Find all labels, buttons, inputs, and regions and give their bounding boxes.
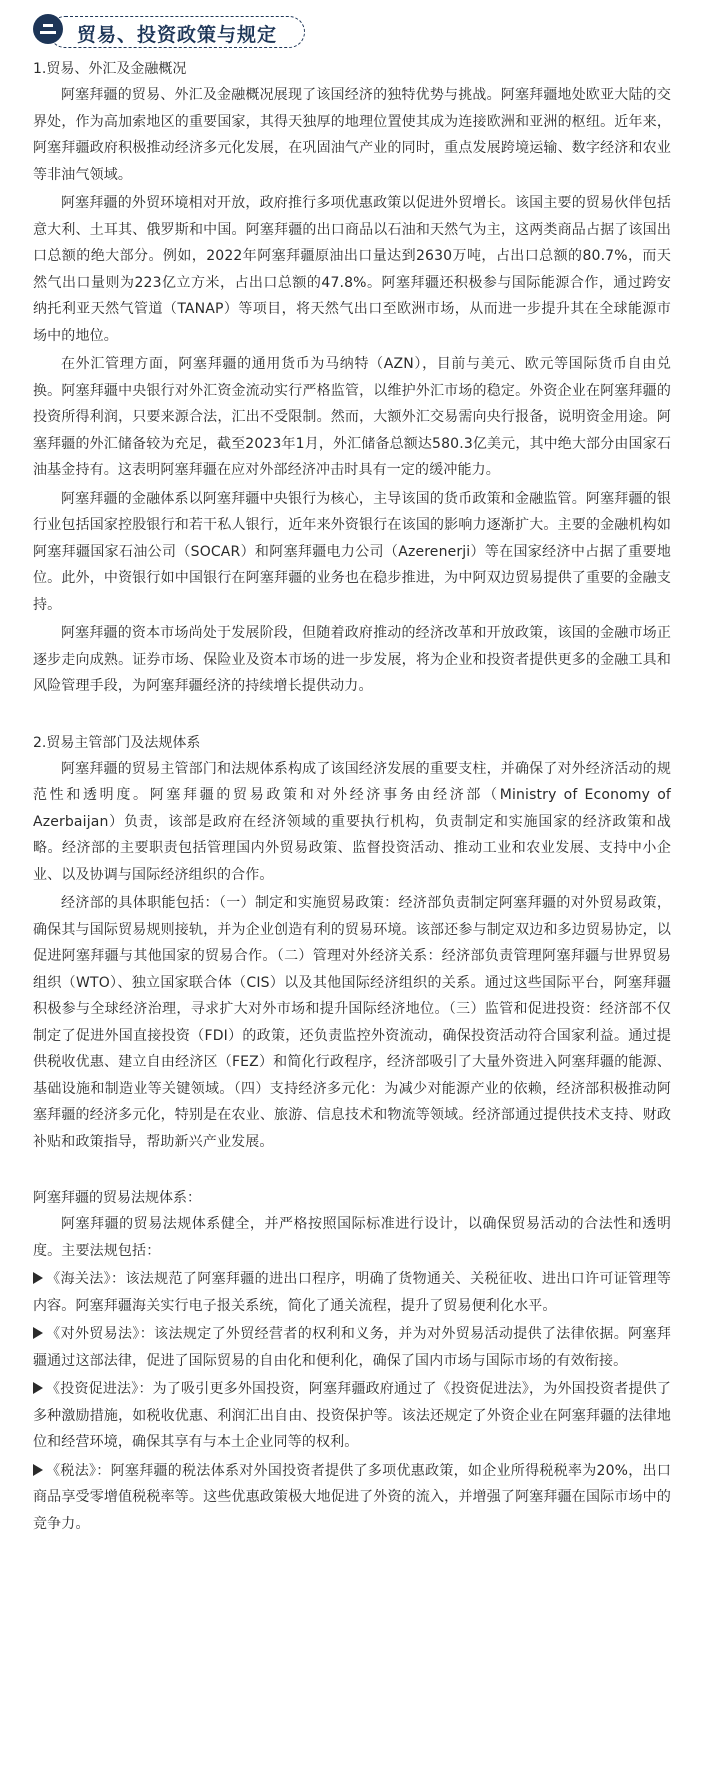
section-heading-1: 1.贸易、外汇及金融概况 <box>33 61 187 77</box>
section-header <box>33 12 671 50</box>
paragraph: 阿塞拜疆的贸易、外汇及金融概况展现了该国经济的独特优势与挑战。阿塞拜疆地处欧亚大陆的交界处，作为高加索地区的重要国家，其得天独厚的地理位置使其成为连接欧洲和亚洲的枢纽。近年来，阿塞拜疆政府积极推动经济多元化发展，在巩固油气产业的同时，重点发展跨境运输、数字经济和农业等非油气领域。 <box>33 87 671 183</box>
triangle-bullet-icon <box>33 1382 43 1394</box>
section-spacer <box>33 1157 671 1185</box>
triangle-bullet-icon <box>33 1464 43 1476</box>
paragraph: 阿塞拜疆的贸易法规体系健全，并严格按照国际标准进行设计，以确保贸易活动的合法性和透明度。主要法规包括： <box>33 1216 671 1259</box>
paragraph: 阿塞拜疆的资本市场尚处于发展阶段，但随着政府推动的经济改革和开放政策，该国的金融市场正逐步走向成熟。证券市场、保险业及资本市场的进一步发展，将为企业和投资者提供更多的金融工具和风险管理手段，为阿塞拜疆经济的持续增长提供动力。 <box>33 625 671 694</box>
paragraph: 在外汇管理方面，阿塞拜疆的通用货币为马纳特（AZN），目前与美元、欧元等国际货币自由兑换。阿塞拜疆中央银行对外汇资金流动实行严格监管，以维护外汇市场的稳定。外资企业在阿塞拜疆的投资所得利润，只要来源合法，汇出不受限制。然而，大额外汇交易需向央行报备，说明资金用途。阿塞拜疆的外汇储备较为充足，截至2023年1月，外汇储备总额达580.3亿美元，其中绝大部分由国家石油基金持有。这表明阿塞拜疆在应对外部经济冲击时具有一定的缓冲能力。 <box>33 356 671 478</box>
law-item <box>33 1458 671 1538</box>
page-title: 贸易、投资政策与规定 <box>77 24 278 46</box>
paragraph: 经济部的具体职能包括：（一）制定和实施贸易政策：经济部负责制定阿塞拜疆的对外贸易政策，确保其与国际贸易规则接轨，并为企业创造有利的贸易环境。该部还参与制定双边和多边贸易协定，以促进阿塞拜疆与其他国家的贸易合作。（二）管理对外经济关系：经济部负责管理阿塞拜疆与世界贸易组织（WTO）、独立国家联合体（CIS）以及其他国际经济组织的关系。通过这些国际平台，阿塞拜疆积极参与全球经济治理，寻求扩大对外市场和提升国际经济地位。（三）监管和促进投资：经济部不仅制定了促进外国直接投资（FDI）的政策，还负责监控外资流动，确保投资活动符合国家利益。通过提供税收优惠、建立自由经济区（FEZ）和简化行政程序，经济部吸引了大量外资进入阿塞拜疆的能源、基础设施和制造业等关键领域。（四）支持经济多元化：为减少对能源产业的依赖，经济部积极推动阿塞拜疆的经济多元化，特别是在农业、旅游、信息技术和物流等领域。经济部通过提供技术支持、财政补贴和政策指导，帮助新兴产业发展。 <box>33 895 671 1150</box>
law-item <box>33 1321 671 1374</box>
triangle-bullet-icon <box>33 1327 43 1339</box>
law-item <box>33 1376 671 1456</box>
section-heading-2: 2.贸易主管部门及法规体系 <box>33 734 201 751</box>
law-text: 《投资促进法》：为了吸引更多外国投资，阿塞拜疆政府通过了《投资促进法》，为外国投资者提供了多种激励措施，如税收优惠、利润汇出自由、投资保护等。该法还规定了外资企业在阿塞拜疆的法律地位和经营环境，确保其享有与本土企业同等的权利。 <box>33 1381 671 1450</box>
triangle-bullet-icon <box>33 1272 43 1284</box>
law-text: 《对外贸易法》：该法规定了外贸经营者的权利和义务，并为对外贸易活动提供了法律依据。阿塞拜疆通过这部法律，促进了国际贸易的自由化和便利化，确保了国内市场与国际市场的有效衔接。 <box>33 1326 671 1369</box>
paragraph: 阿塞拜疆的贸易主管部门和法规体系构成了该国经济发展的重要支柱，并确保了对外经济活动的规范性和透明度。阿塞拜疆的贸易政策和对外经济事务由经济部（Ministry of Economy of Azerbaijan）负责，该部是政府在经济领域的重要执行机构，负责制定和实施国家的经济政策和战略。经济部的主要职责包括管理国内外贸易政策、监督投资活动、推动工业和农业发展、支持中小企业、以及协调与国际经济组织的合作。 <box>33 760 671 883</box>
section-heading-3: 阿塞拜疆的贸易法规体系： <box>33 1190 201 1206</box>
law-text: 《海关法》：该法规范了阿塞拜疆的进出口程序，明确了货物通关、关税征收、进出口许可证管理等内容。阿塞拜疆海关实行电子报关系统，简化了通关流程，提升了贸易便利化水平。 <box>33 1271 671 1314</box>
section-number-badge <box>33 14 63 44</box>
chinese-numeral-two-icon <box>40 22 56 36</box>
paragraph: 阿塞拜疆的外贸环境相对开放，政府推行多项优惠政策以促进外贸增长。该国主要的贸易伙伴包括意大利、土耳其、俄罗斯和中国。阿塞拜疆的出口商品以石油和天然气为主，这两类商品占据了该国出口总额的绝大部分。例如，2022年阿塞拜疆原油出口量达到2630万吨，占出口总额的80.7%，而天然气出口量则为223亿立方米，占出口总额的47.8%。阿塞拜疆还积极参与国际能源合作，通过跨安纳托利亚天然气管道（TANAP）等项目，将天然气出口至欧洲市场，从而进一步提升其在全球能源市场中的地位。 <box>33 195 671 344</box>
paragraph: 阿塞拜疆的金融体系以阿塞拜疆中央银行为核心，主导该国的货币政策和金融监管。阿塞拜疆的银行业包括国家控股银行和若干私人银行，近年来外资银行在该国的影响力逐渐扩大。主要的金融机构如阿塞拜疆国家石油公司（SOCAR）和阿塞拜疆电力公司（Azerenerji）等在国家经济中占据了重要地位。此外，中资银行如中国银行在阿塞拜疆的业务也在稳步推进，为中阿双边贸易提供了重要的金融支持。 <box>33 490 671 613</box>
law-text: 《税法》：阿塞拜疆的税法体系对外国投资者提供了多项优惠政策，如企业所得税税率为20%，出口商品享受零增值税税率等。这些优惠政策极大地促进了外资的流入，并增强了阿塞拜疆在国际市场中的竞争力。 <box>33 1462 671 1532</box>
law-item <box>33 1266 671 1319</box>
section-spacer <box>33 702 671 730</box>
